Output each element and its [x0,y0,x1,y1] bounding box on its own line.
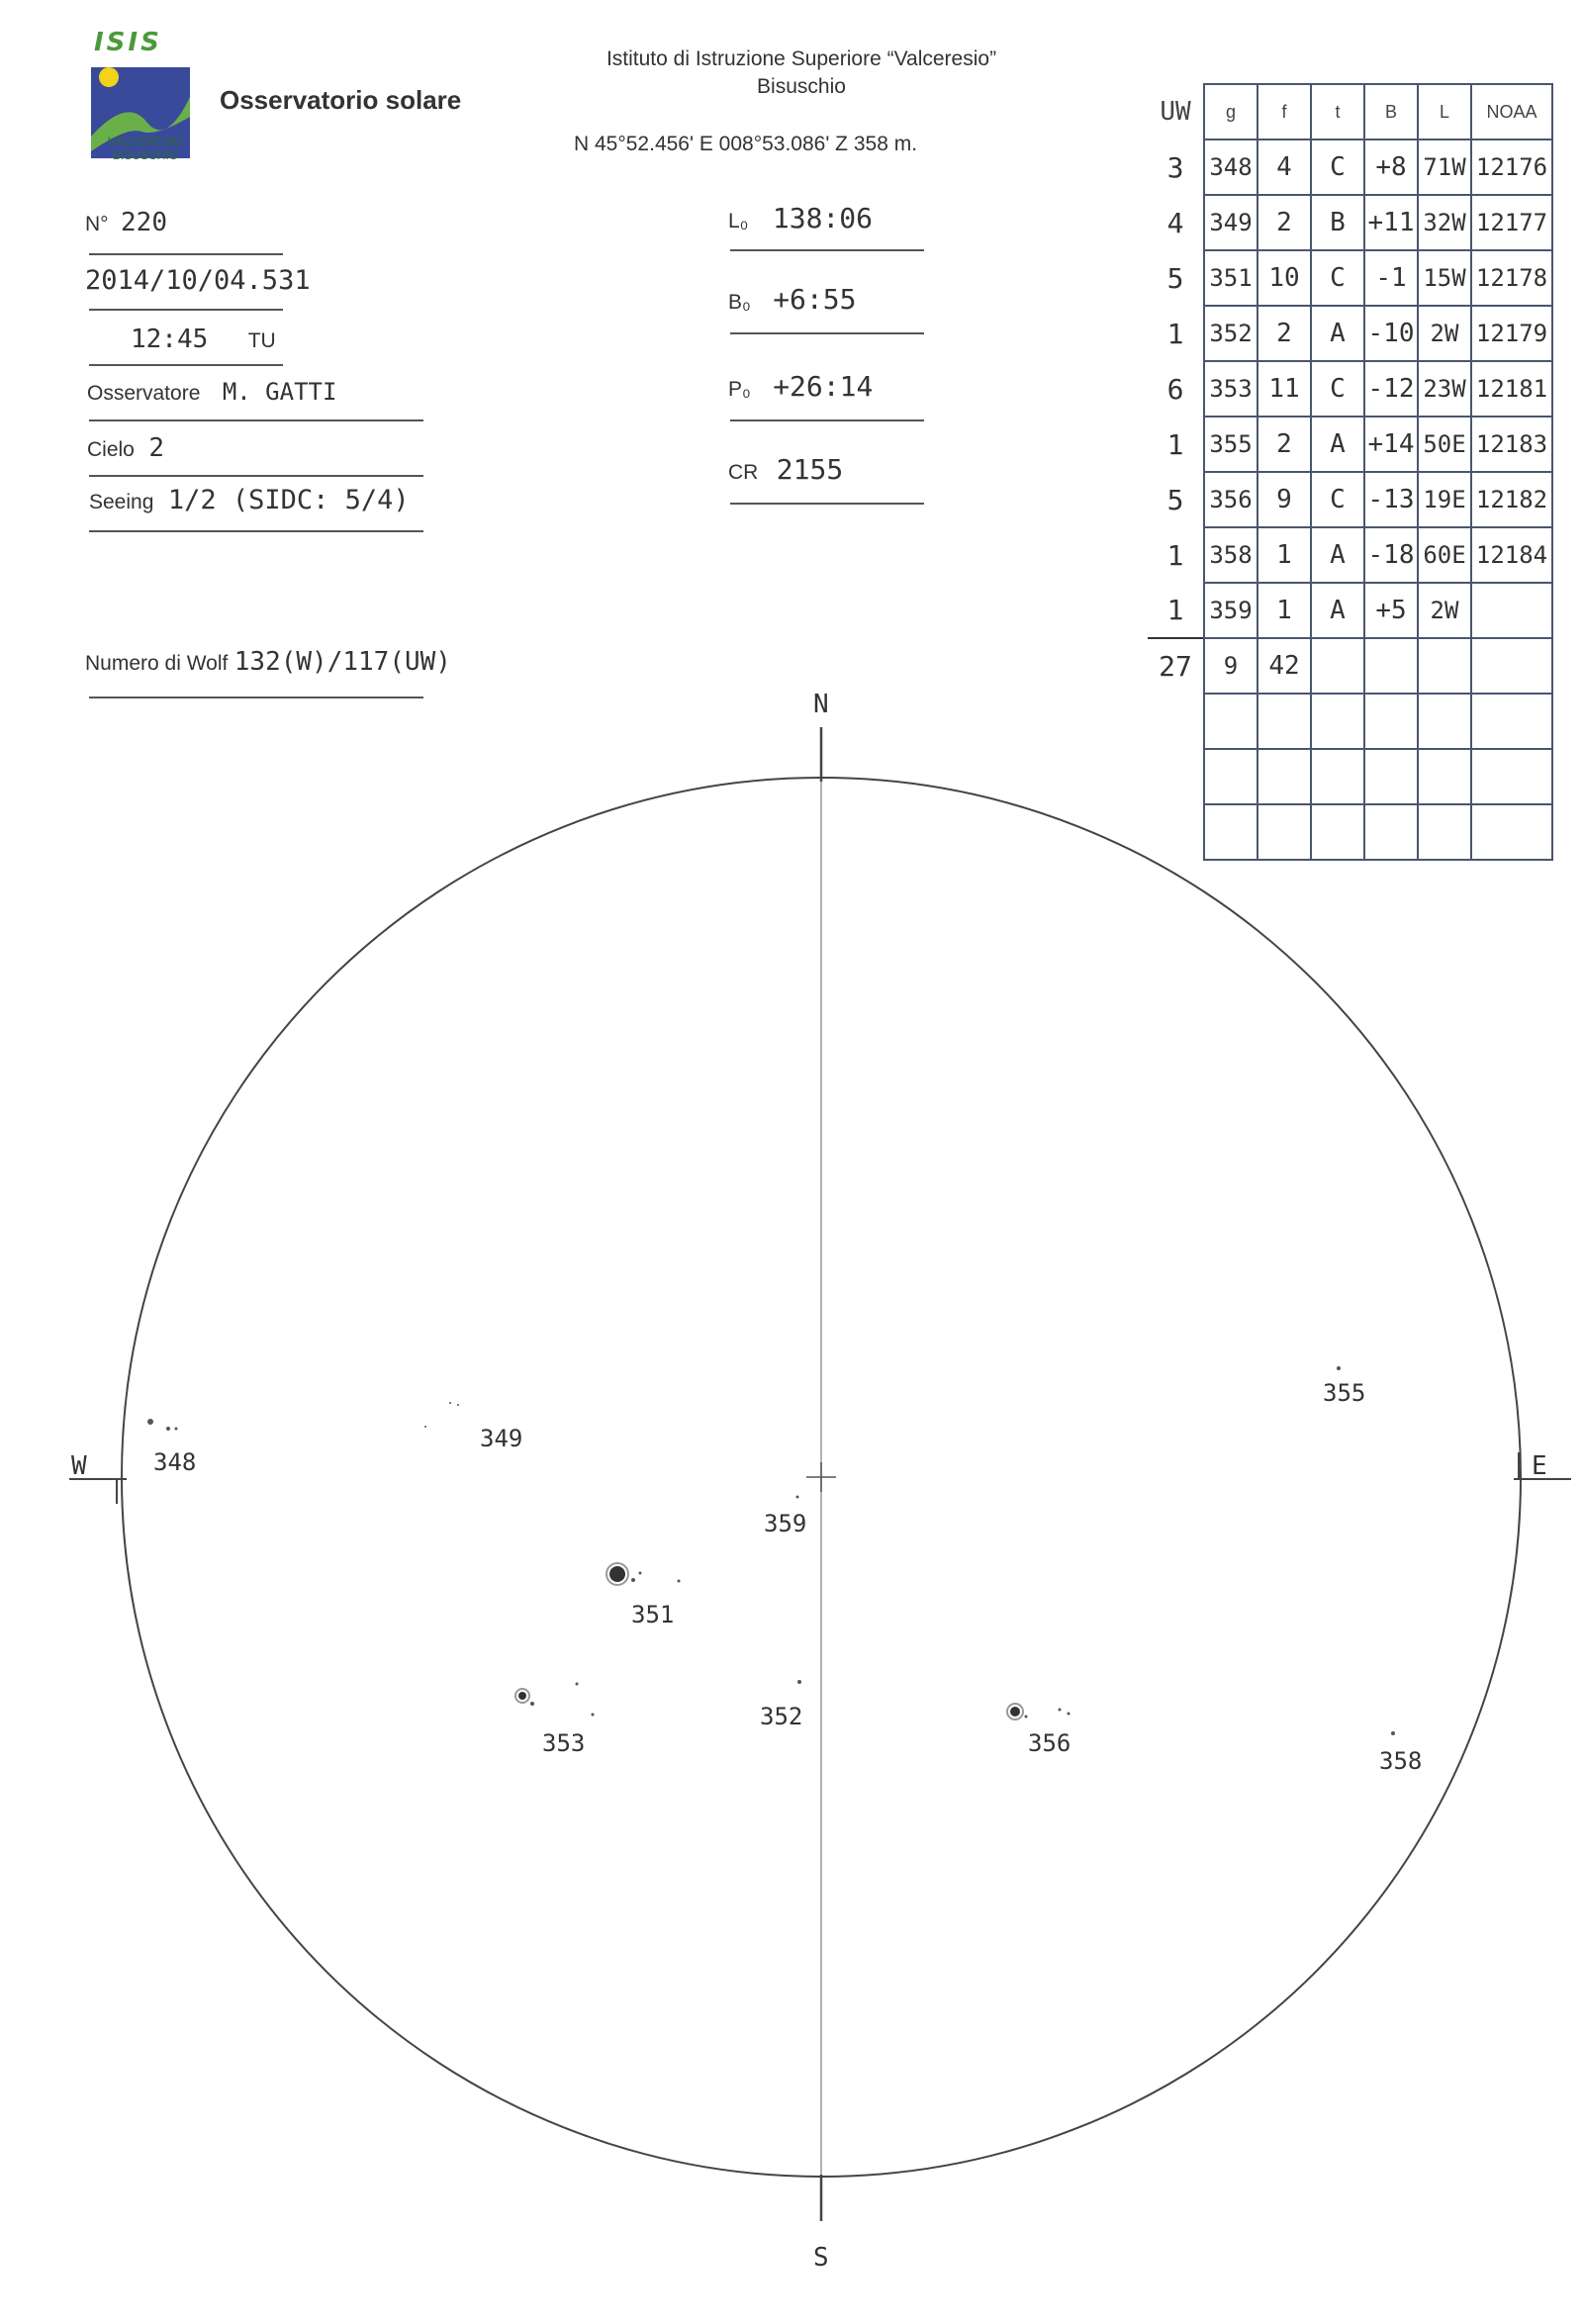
sunspot-group-label: 356 [1028,1729,1071,1757]
time-value: 12:45 [131,325,209,354]
cr-label: CR [728,461,759,484]
table-cell: 2 [1257,306,1311,361]
uw-cell: 5 [1166,483,1184,516]
column-header-g: g [1204,84,1257,139]
column-header-f: f [1257,84,1311,139]
total-cell: 9 [1204,638,1257,694]
table-cell: 12182 [1471,472,1552,527]
table-cell: A [1311,527,1364,583]
table-cell: C [1311,139,1364,195]
uw-cell: 1 [1166,427,1184,461]
sunspot-group [1379,1731,1422,1775]
table-cell: 2W [1418,583,1471,638]
sunspot [1391,1731,1395,1735]
sunspot [175,1428,178,1431]
table-cell: C [1311,472,1364,527]
total-cell: 42 [1257,638,1311,694]
sunspot-group [606,1563,681,1628]
sky-label: Cielo [87,438,135,461]
table-cell: 355 [1204,417,1257,472]
sunspot [576,1683,579,1686]
table-cell: -12 [1364,361,1418,417]
column-header-t: t [1311,84,1364,139]
p0-value: +26:14 [773,370,874,403]
column-header-uw: UW [1160,97,1191,127]
table-cell: 32W [1418,195,1471,250]
sunspot-groups [147,1366,1422,1775]
observer-value: M. GATTI [222,378,337,406]
table-cell: 71W [1418,139,1471,195]
sunspot-group [1323,1366,1365,1407]
logo-subtitle-1: VALCERESIO [108,135,183,148]
uw-cell: 4 [1166,206,1184,239]
table-cell: 9 [1257,472,1311,527]
sunspot [1337,1366,1341,1370]
column-header-b: B [1364,84,1418,139]
date-value: 2014/10/04.531 [85,265,311,296]
table-cell: 12181 [1471,361,1552,417]
institute-town: Bisuschio [757,75,846,98]
table-cell: 12183 [1471,417,1552,472]
table-cell: A [1311,583,1364,638]
table-cell: -18 [1364,527,1418,583]
observatory-title: Osservatorio solare [220,85,462,115]
number-label: N° [85,213,109,235]
table-cell: 60E [1418,527,1471,583]
sunspot-group-label: 348 [153,1448,197,1476]
l0-label: L₀ [728,210,749,232]
wolf-value: 132(W)/117(UW) [233,647,451,677]
sunspot-group-label: 355 [1323,1379,1366,1407]
table-cell: 359 [1204,583,1257,638]
sunspot-group-label: 352 [760,1703,803,1730]
table-cell: C [1311,361,1364,417]
table-cell: 349 [1204,195,1257,250]
sunspot-group-label: 358 [1379,1747,1423,1775]
table-cell: +5 [1364,583,1418,638]
sunspot [796,1496,799,1499]
table-cell: +14 [1364,417,1418,472]
sunspot [1068,1713,1071,1716]
uw-cell: 1 [1166,317,1184,350]
table-cell: +8 [1364,139,1418,195]
table-cell: 2 [1257,195,1311,250]
table-cell: 12176 [1471,139,1552,195]
logo-text: ISIS [94,28,162,57]
sunspot [797,1680,801,1684]
west-label: W [71,1451,87,1481]
table-cell: 353 [1204,361,1257,417]
table-cell: 348 [1204,139,1257,195]
sunspot-group [760,1680,802,1730]
sunspot [639,1572,642,1575]
logo-subtitle-2: BISUSCHIO [112,148,178,162]
sunspot [449,1402,451,1404]
table-cell: 1 [1257,583,1311,638]
sunspot-group-label: 351 [631,1601,675,1628]
total-cell: 27 [1148,638,1204,694]
table-cell: A [1311,306,1364,361]
observatory-coordinates: N 45°52.456' E 008°53.086' Z 358 m. [574,133,918,155]
sunspot [530,1702,534,1706]
south-label: S [813,2243,829,2273]
table-cell: 12177 [1471,195,1552,250]
l0-value: 138:06 [772,202,874,234]
sunspot [518,1692,526,1700]
sunspot [424,1426,426,1428]
table-cell: -13 [1364,472,1418,527]
uw-cell: 3 [1166,150,1184,184]
sunspot [166,1427,170,1431]
column-header-noaa: NOAA [1471,84,1552,139]
institute-name: Istituto di Istruzione Superiore “Valceresio” [605,47,997,70]
sunspot-group [764,1496,806,1538]
sunspot-group-label: 353 [542,1729,586,1757]
sunspot [631,1578,635,1582]
sunspot [1010,1707,1020,1717]
sunspot-group-label: 359 [764,1510,807,1537]
table-cell: 10 [1257,250,1311,306]
table-cell: -1 [1364,250,1418,306]
table-cell: 15W [1418,250,1471,306]
sunspot [609,1566,625,1582]
sunspot-group [515,1683,595,1758]
table-cell: 356 [1204,472,1257,527]
table-cell: 351 [1204,250,1257,306]
sunspot [1059,1709,1062,1712]
b0-value: +6:55 [773,283,857,316]
table-cell: 12184 [1471,527,1552,583]
sunspot-group-label: 349 [480,1425,523,1452]
sunspot [457,1404,459,1406]
p0-label: P₀ [728,378,751,401]
table-cell: 2W [1418,306,1471,361]
time-unit: TU [247,329,276,352]
uw-cell: 6 [1166,372,1184,406]
seeing-label: Seeing [89,491,154,513]
table-cell: A [1311,417,1364,472]
number-value: 220 [121,208,167,237]
sunspot-group [1007,1704,1071,1757]
table-cell: +11 [1364,195,1418,250]
sunspot-group [147,1419,196,1476]
east-label: E [1532,1451,1547,1481]
north-label: N [813,690,829,719]
uw-cell: 1 [1166,538,1184,572]
table-cell: 2 [1257,417,1311,472]
table-cell: 352 [1204,306,1257,361]
sunspot [592,1714,595,1717]
table-cell: B [1311,195,1364,250]
table-cell: 23W [1418,361,1471,417]
sunspot-group [424,1402,522,1452]
table-cell: C [1311,250,1364,306]
sunspot [147,1419,153,1425]
table-cell: 11 [1257,361,1311,417]
table-cell: 358 [1204,527,1257,583]
table-cell: 4 [1257,139,1311,195]
table-cell: 12178 [1471,250,1552,306]
table-cell: 50E [1418,417,1471,472]
uw-cell: 5 [1166,261,1184,295]
sky-value: 2 [148,433,164,463]
wolf-label: Numero di Wolf [85,652,229,675]
cr-value: 2155 [776,453,844,486]
table-cell: 1 [1257,527,1311,583]
observer-label: Osservatore [87,382,201,405]
uw-cell: 1 [1166,594,1184,626]
table-cell: -10 [1364,306,1418,361]
b0-label: B₀ [728,291,751,314]
seeing-value: 1/2 (SIDC: 5/4) [167,485,410,515]
column-header-l: L [1418,84,1471,139]
sunspot [1025,1716,1028,1719]
sunspot [678,1580,681,1583]
table-cell: 12179 [1471,306,1552,361]
table-cell: 19E [1418,472,1471,527]
